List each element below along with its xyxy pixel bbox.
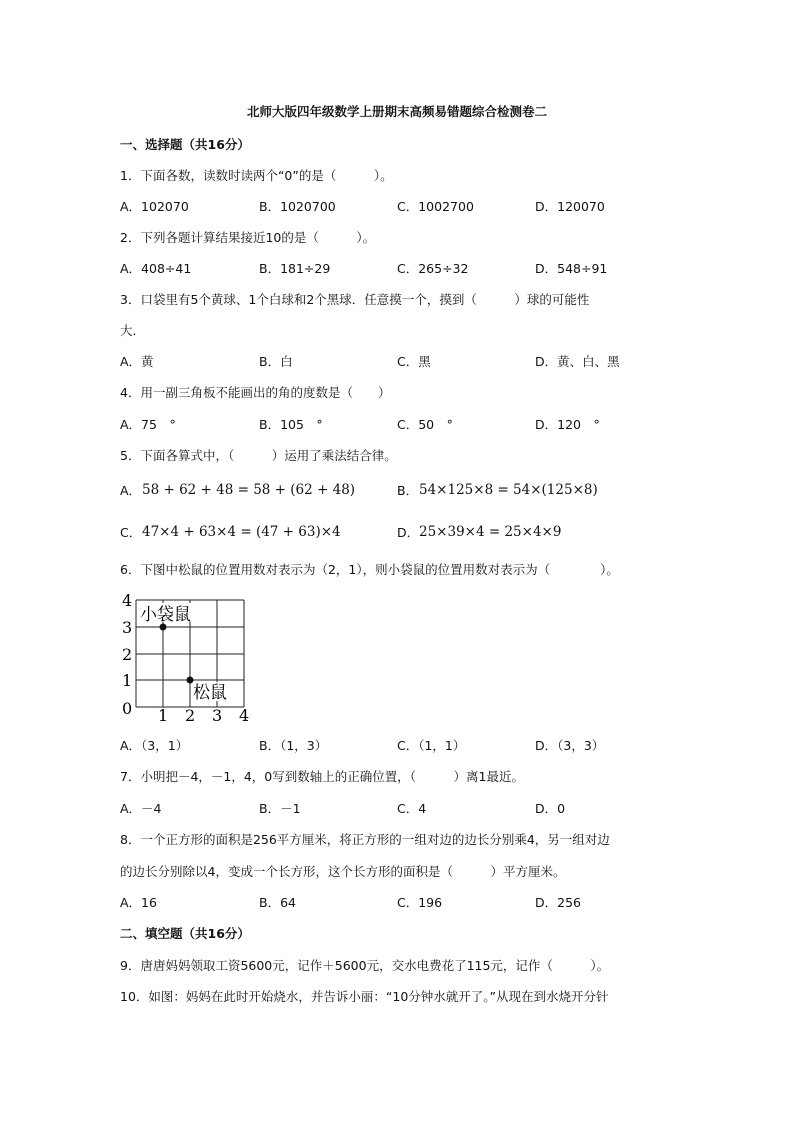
question-5-option-a-expr: 58 + 62 + 48 = 58 + (62 + 48) [142,482,356,498]
question-3-option-c: C．黑 [397,354,431,369]
question-7-option-c: C．4 [397,801,427,816]
question-2-option-d: D．548÷91 [535,261,608,276]
question-1-option-c: C．1002700 [397,199,474,214]
coordinate-grid-figure [116,590,256,725]
question-3-stem-cont: 大． [120,323,146,338]
question-3-option-b: B．白 [259,354,293,369]
page-title: 北师大版四年级数学上册期末高频易错题综合检测卷二 [246,104,547,119]
y-tick-1: 1 [122,671,133,690]
question-5-option-b-label: B． [397,483,419,498]
question-6-stem: 6．下图中松鼠的位置用数对表示为（2，1），则小袋鼠的位置用数对表示为（ ）。 [120,562,619,577]
question-7-stem: 7．小明把－4，－1，4，0写到数轴上的正确位置，（ ）离1最近。 [120,769,524,784]
question-7-option-b: B．－1 [259,801,301,816]
section-heading-choice: 一、选择题（共16分） [120,137,250,152]
question-8-option-a: A．16 [120,895,157,910]
question-2-option-b: B．181÷29 [259,261,331,276]
question-6-option-a: A．（3，1） [120,738,189,753]
question-2-option-c: C．265÷32 [397,261,469,276]
y-tick-3: 3 [122,618,133,637]
question-1-option-a: A．102070 [120,199,189,214]
question-5-option-c-expr: 47×4 + 63×4 = (47 + 63)×4 [142,524,341,540]
question-9-stem: 9．唐唐妈妈领取工资5600元，记作＋5600元，交水电费花了115元，记作（ ）。 [120,958,610,973]
question-6-option-d: D．（3，3） [535,738,605,753]
question-8-option-b: B．64 [259,895,296,910]
question-8-option-c: C．196 [397,895,443,910]
question-4-option-b: B．105 ° [259,417,323,432]
x-tick-1: 1 [158,706,169,725]
question-3-option-a: A．黄 [120,354,154,369]
question-3-stem: 3．口袋里有5个黄球、1个白球和2个黑球．任意摸一个，摸到（ ）球的可能性 [120,292,590,307]
question-5-option-d-expr: 25×39×4 = 25×4×9 [419,524,562,540]
question-6-option-c: C．（1，1） [397,738,466,753]
y-tick-0: 0 [122,699,133,718]
question-7-option-a: A．－4 [120,801,162,816]
kangaroo-label: 小袋鼠 [140,605,191,625]
question-7-option-d: D．0 [535,801,566,816]
x-tick-2: 2 [185,706,196,725]
question-1-option-d: D．120070 [535,199,605,214]
question-5-stem: 5．下面各算式中，（ ）运用了乘法结合律。 [120,448,397,463]
question-5-option-c-label: C． [120,525,142,540]
question-5-option-d-label: D． [397,525,420,540]
question-8-stem: 8．一个正方形的面积是256平方厘米，将正方形的一组对边的边长分别乘4，另一组对边 [120,832,610,847]
y-tick-2: 2 [122,645,133,664]
question-1-option-b: B．1020700 [259,199,336,214]
section-heading-fill: 二、填空题（共16分） [120,926,250,941]
question-5-option-a-label: A． [120,483,142,498]
question-8-option-d: D．256 [535,895,581,910]
y-tick-4: 4 [122,591,133,610]
question-4-option-a: A．75 ° [120,417,176,432]
question-4-option-c: C．50 ° [397,417,453,432]
question-2-option-a: A．408÷41 [120,261,192,276]
question-4-option-d: D．120 ° [535,417,600,432]
question-2-stem: 2．下列各题计算结果接近10的是（ ）。 [120,230,376,245]
question-5-option-b-expr: 54×125×8 = 54×(125×8) [419,482,598,498]
question-8-stem-cont: 的边长分别除以4，变成一个长方形，这个长方形的面积是（ ）平方厘米。 [120,864,566,879]
question-3-option-d: D．黄、白、黑 [535,354,620,369]
x-tick-3: 3 [212,706,223,725]
squirrel-label: 松鼠 [193,683,227,703]
question-6-option-b: B．（1，3） [259,738,328,753]
x-tick-4: 4 [239,706,250,725]
question-1-stem: 1．下面各数，读数时读两个“0”的是（ ）。 [120,168,393,183]
question-4-stem: 4．用一副三角板不能画出的角的度数是（ ） [120,385,391,400]
question-10-stem: 10．如图：妈妈在此时开始烧水，并告诉小丽：“10分钟水就开了。”从现在到水烧开分针 [120,989,609,1004]
